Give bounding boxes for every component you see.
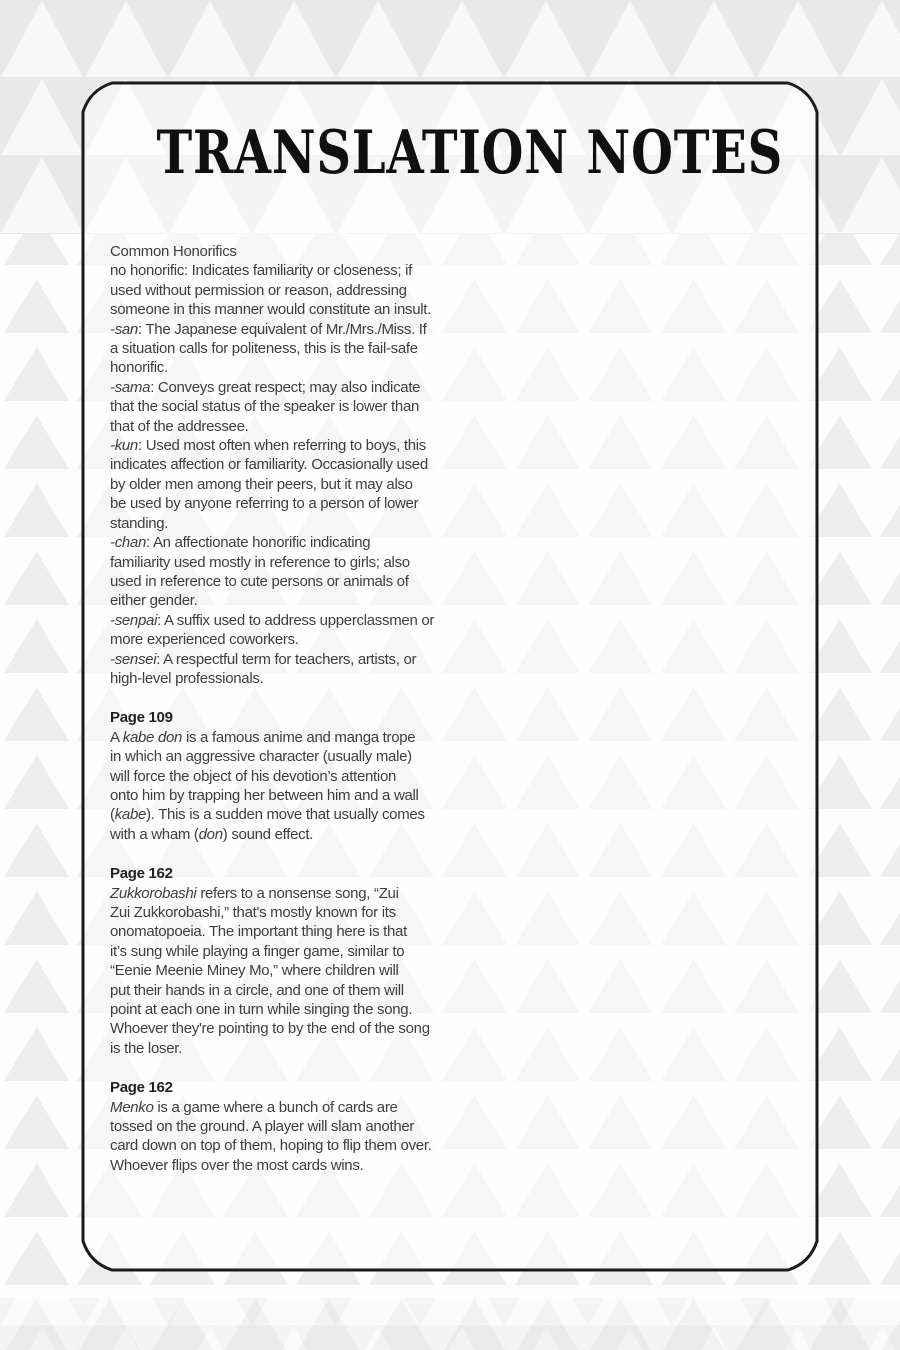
text-line: “Eenie Meenie Miney Mo,” where children will [110,962,399,980]
text-line: used without permission or reason, addressing [110,281,407,299]
text-line: that of the addressee. [110,417,249,435]
text-line: high-level professionals. [110,669,264,687]
page-title: TRANSLATION NOTES [156,118,784,188]
text-line: in which an aggressive character (usually male) [110,748,412,766]
text-line: either gender. [110,592,198,610]
text-line: more experienced coworkers. [110,631,299,649]
section-heading: Page 162 [110,1079,173,1097]
text-line: familiarity used mostly in reference to girls; also [110,553,410,571]
text-line: standing. [110,514,169,532]
text-line: Zukkorobashi refers to a nonsense song, “Zui [110,884,399,902]
notes-content [110,242,470,1175]
text-line: used in reference to cute persons or animals of [110,572,409,590]
page-content [83,83,818,1270]
text-line: tossed on the ground. A player will slam another [110,1118,415,1136]
text-line: someone in this manner would constitute an insult. [110,301,432,319]
text-line: put their hands in a circle, and one of them will [110,981,404,999]
text-line: -sensei: A respectful term for teachers, artists, or [110,650,417,668]
note-section [110,708,470,844]
text-line: -senpai: A suffix used to address upperclassmen or [110,611,435,629]
text-line: -chan: An affectionate honorific indicating [110,534,371,552]
text-line: by older men among their peers, but it may also [110,475,413,493]
section-heading: Page 162 [110,865,173,883]
text-line: a situation calls for politeness, this is the fail-safe [110,340,418,358]
text-line: (kabe). This is a sudden move that usually comes [110,806,425,824]
text-line: -sama: Conveys great respect; may also indicate [110,378,421,396]
text-line: it’s sung while playing a finger game, similar to [110,942,405,960]
text-line: indicates affection or familiarity. Occasionally used [110,456,428,474]
text-line: be used by anyone referring to a person of lower [110,495,419,513]
text-line: Menko is a game where a bunch of cards are [110,1098,398,1116]
note-section [110,1078,470,1175]
text-line: point at each one in turn while singing the song. [110,1001,413,1019]
text-line: A kabe don is a famous anime and manga trope [110,728,416,746]
text-line: that the social status of the speaker is lower than [110,398,420,416]
text-line: card down on top of them, hoping to flip them over. [110,1137,432,1155]
text-line: is the loser. [110,1039,182,1057]
note-section [110,864,470,1058]
triangle-pattern-bottom-band [0,1298,900,1350]
section-heading: Common Honorifics [110,243,237,260]
text-line: Zui Zukkorobashi,” that's mostly known for its [110,904,396,921]
text-line: honorific. [110,359,168,377]
text-line: with a wham (don) sound effect. [110,825,314,843]
text-line: onomatopoeia. The important thing here is that [110,923,407,941]
text-line: will force the object of his devotion’s attention [110,767,397,785]
text-line: -san: The Japanese equivalent of Mr./Mrs./Miss. If [110,320,427,338]
text-line: onto him by trapping her between him and a wall [110,786,419,804]
text-line: Whoever flips over the most cards wins. [110,1156,364,1174]
text-line: -kun: Used most often when referring to boys, this [110,437,426,455]
text-line: no honorific: Indicates familiarity or closeness; if [110,262,413,280]
section-heading: Page 109 [110,709,173,727]
note-section [110,242,470,688]
text-line: Whoever they're pointing to by the end of the song [110,1020,430,1038]
